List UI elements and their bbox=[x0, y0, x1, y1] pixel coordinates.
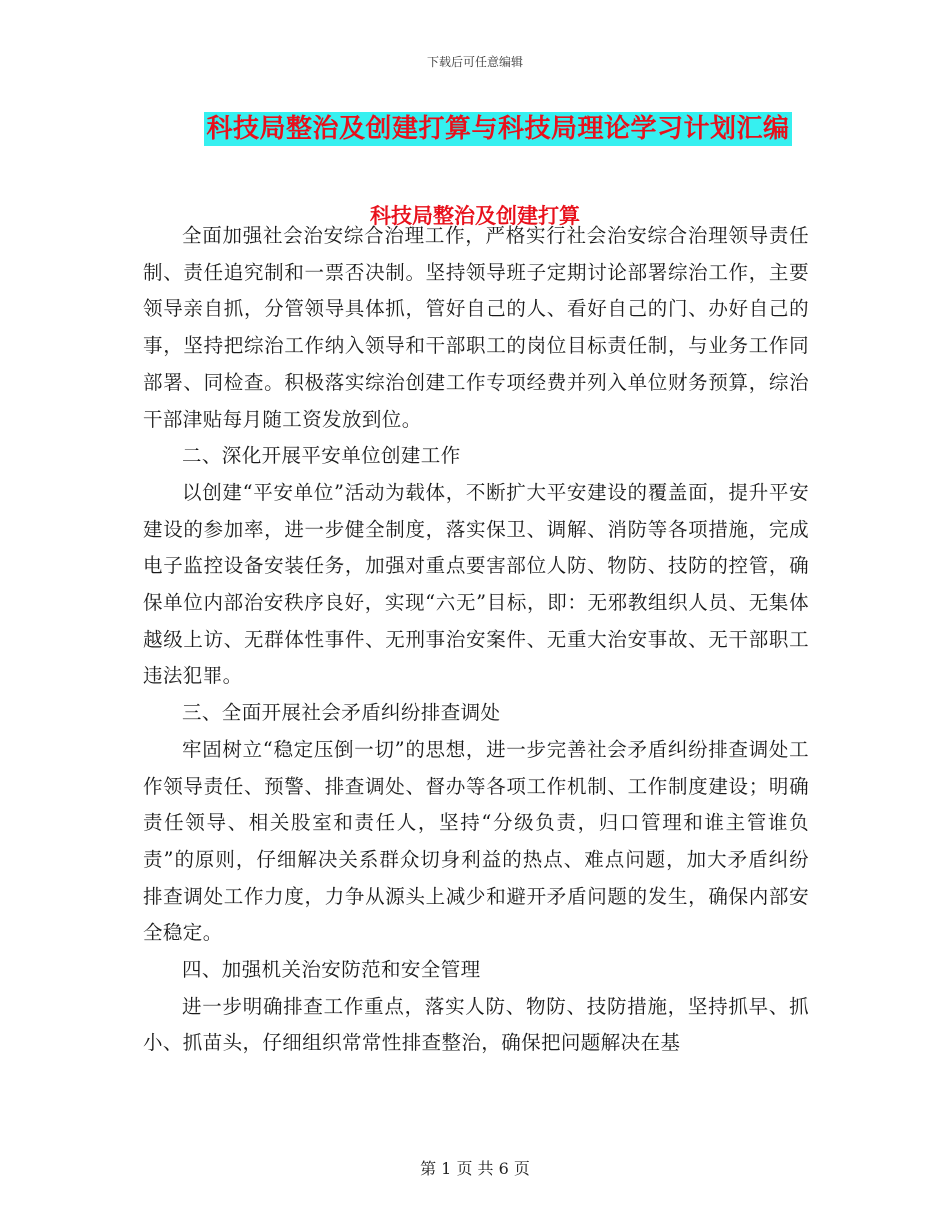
document-title: 科技局整治及创建打算与科技局理论学习计划汇编 bbox=[206, 114, 790, 144]
document-body bbox=[143, 218, 809, 1062]
body-paragraph: 三、全面开展社会矛盾纠纷排查调处 bbox=[182, 701, 501, 725]
page-footer: 第 1 页 共 6 页 bbox=[420, 1159, 530, 1178]
body-paragraph: 二、深化开展平安单位创建工作 bbox=[182, 444, 461, 468]
body-paragraph: 全面加强社会治安综合治理工作，严格实行社会治安综合治理领导责任制、责任追究制和一票否决制。坚持领导班子定期讨论部署综治工作，主要领导亲自抓，分管领导具体抓，管好自己的人、看好自己的门、办好自己的事，坚持把综治工作纳入领导和干部职工的岗位目标责任制，与业务工作同部署、同检查。积极落实综治创建工作专项经费并列入单位财务预算，综治干部津贴每月随工资发放到位。 bbox=[143, 224, 809, 431]
body-paragraph: 以创建“平安单位”活动为载体，不断扩大平安建设的覆盖面，提升平安建设的参加率，进一步健全制度，落实保卫、调解、消防等各项措施，完成电子监控设备安装任务，加强对重点要害部位人防、物防、技防的控管，确保单位内部治安秩序良好，实现“六无”目标，即：无邪教组织人员、无集体越级上访、无群体性事件、无刑事治安案件、无重大治安事故、无干部职工违法犯罪。 bbox=[143, 480, 809, 688]
document-title-container bbox=[0, 112, 950, 146]
section-title: 科技局整治及创建打算 bbox=[370, 203, 580, 228]
body-paragraph: 进一步明确排查工作重点，落实人防、物防、技防措施，坚持抓早、抓小、抓苗头，仔细组织常常性排查整治，确保把问题解决在基 bbox=[143, 994, 809, 1055]
page-header-note: 下载后可任意编辑 bbox=[426, 55, 523, 69]
body-paragraph: 四、加强机关治安防范和安全管理 bbox=[182, 958, 481, 982]
body-paragraph: 牢固树立“稳定压倒一切”的思想，进一步完善社会矛盾纠纷排查调处工作领导责任、预警、排查调处、督办等各项工作机制、工作制度建设；明确责任领导、相关股室和责任人，坚持“分级负责，归口管理和谁主管谁负责”的原则，仔细解决关系群众切身利益的热点、难点问题，加大矛盾纠纷排查调处工作力度，力争从源头上减少和避开矛盾问题的发生，确保内部安全稳定。 bbox=[143, 737, 809, 945]
